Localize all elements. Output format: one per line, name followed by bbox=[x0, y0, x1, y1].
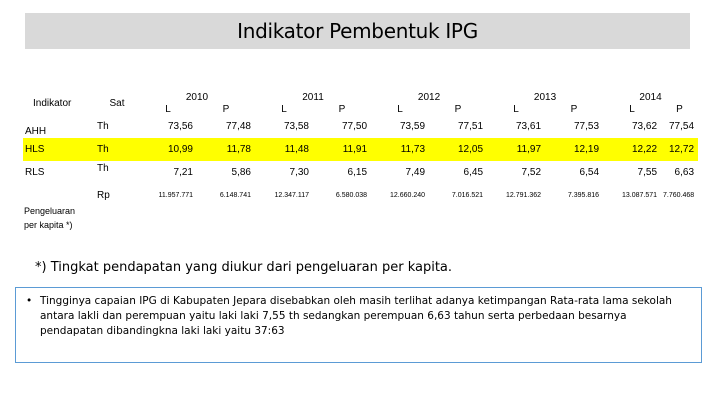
table-cell: 7.016.521 bbox=[451, 192, 484, 199]
table-cell: 6,45 bbox=[463, 167, 484, 178]
table-cell: 11,48 bbox=[255, 138, 313, 161]
row-unit: Th bbox=[97, 163, 109, 174]
pengeluaran-line: per kapita *) bbox=[24, 220, 73, 230]
header-sub: L bbox=[513, 103, 519, 115]
table-row-rls bbox=[23, 161, 698, 184]
table-cell: 77,54 bbox=[668, 121, 695, 132]
table-cell: 11,91 bbox=[313, 138, 371, 161]
header-sub: P bbox=[454, 103, 462, 115]
row-unit: Rp bbox=[97, 190, 110, 201]
header-sub: P bbox=[676, 103, 683, 115]
table-cell: 6.580.038 bbox=[335, 192, 368, 199]
table-cell: 12.791.362 bbox=[505, 192, 542, 199]
table-cell: 7.760.468 bbox=[663, 192, 695, 199]
table-cell: 10,99 bbox=[139, 138, 197, 161]
table-cell: 6,15 bbox=[347, 167, 368, 178]
header-sub: P bbox=[338, 103, 346, 115]
row-unit: Th bbox=[95, 138, 139, 161]
table-cell: 77,51 bbox=[457, 121, 484, 132]
row-unit: Th bbox=[97, 121, 109, 132]
table-cell: 7,30 bbox=[289, 167, 309, 178]
table-cell: 73,61 bbox=[515, 121, 542, 132]
table-cell: 73,62 bbox=[631, 121, 658, 132]
note-box bbox=[15, 287, 702, 363]
row-label: AHH bbox=[25, 126, 47, 137]
header-sub: L bbox=[165, 103, 171, 115]
pengeluaran-label bbox=[24, 204, 75, 232]
table-cell: 6,63 bbox=[674, 167, 695, 178]
row-label: RLS bbox=[25, 167, 45, 178]
header-year: 2014 bbox=[639, 92, 662, 103]
table-cell: 11,73 bbox=[371, 138, 429, 161]
table-row-ahh bbox=[23, 115, 698, 138]
table-cell: 12,05 bbox=[429, 138, 487, 161]
table-cell: 7,55 bbox=[637, 167, 658, 178]
table-cell: 11,78 bbox=[197, 138, 255, 161]
footnote: *) Tingkat pendapatan yang diukur dari pengeluaran per kapita. bbox=[35, 260, 453, 275]
table-cell: 5,86 bbox=[231, 167, 251, 178]
header-sub: P bbox=[570, 103, 578, 115]
bullet-icon: • bbox=[26, 295, 33, 307]
table-cell: 7,49 bbox=[405, 167, 426, 178]
page-title: Indikator Pembentuk IPG bbox=[237, 19, 478, 43]
header-indikator: Indikator bbox=[33, 98, 72, 109]
row-label: HLS bbox=[23, 138, 95, 161]
table-cell: 77,48 bbox=[225, 121, 251, 132]
table-cell: 12,19 bbox=[545, 138, 603, 161]
header-year: 2013 bbox=[533, 92, 557, 103]
header-sub: P bbox=[222, 103, 230, 115]
note-text: Tingginya capaian IPG di Kabupaten Jepara disebabkan oleh masih terlihat adanya ketimpangan Rata-rata lama sekolah antara lakli dan perempuan yaitu laki laki 7,55 th sedangkan perempuan 6,63 tahun serta perbedaan besarnya pendapatan dibandingkna laki laki yaitu 37:63 bbox=[40, 295, 672, 337]
table-cell: 7,21 bbox=[173, 167, 193, 178]
table-cell: 73,59 bbox=[399, 121, 426, 132]
table-cell: 77,50 bbox=[341, 121, 368, 132]
header-year: 2012 bbox=[417, 92, 441, 103]
header-sub: L bbox=[397, 103, 403, 115]
table-cell: 11,97 bbox=[487, 138, 545, 161]
header-sat: Sat bbox=[109, 98, 125, 109]
table-cell: 12.347.117 bbox=[274, 192, 309, 199]
table-cell: 11.957.771 bbox=[158, 192, 193, 199]
table-cell: 73,58 bbox=[283, 121, 309, 132]
table-cell: 7,52 bbox=[521, 167, 542, 178]
header-year: 2010 bbox=[185, 92, 209, 103]
table-cell: 6.148.741 bbox=[219, 192, 251, 199]
table-cell: 13.087.571 bbox=[621, 192, 658, 199]
title-bar bbox=[25, 13, 690, 49]
header-year-row bbox=[23, 92, 698, 103]
indicator-table bbox=[23, 92, 698, 207]
header-year: 2011 bbox=[302, 92, 324, 103]
table-cell: 12,72 bbox=[661, 138, 698, 161]
table-cell: 12.660.240 bbox=[389, 192, 426, 199]
header-sub: L bbox=[281, 103, 287, 115]
table-row-hls bbox=[23, 138, 698, 161]
table-cell: 7.395.816 bbox=[567, 192, 600, 199]
table-cell: 6,54 bbox=[579, 167, 600, 178]
table-cell: 77,53 bbox=[573, 121, 600, 132]
table-cell: 73,56 bbox=[167, 121, 193, 132]
pengeluaran-line: Pengeluaran bbox=[24, 206, 76, 216]
table-cell: 12,22 bbox=[603, 138, 661, 161]
header-sub: L bbox=[629, 103, 635, 115]
table-row-pengeluaran bbox=[23, 184, 698, 207]
